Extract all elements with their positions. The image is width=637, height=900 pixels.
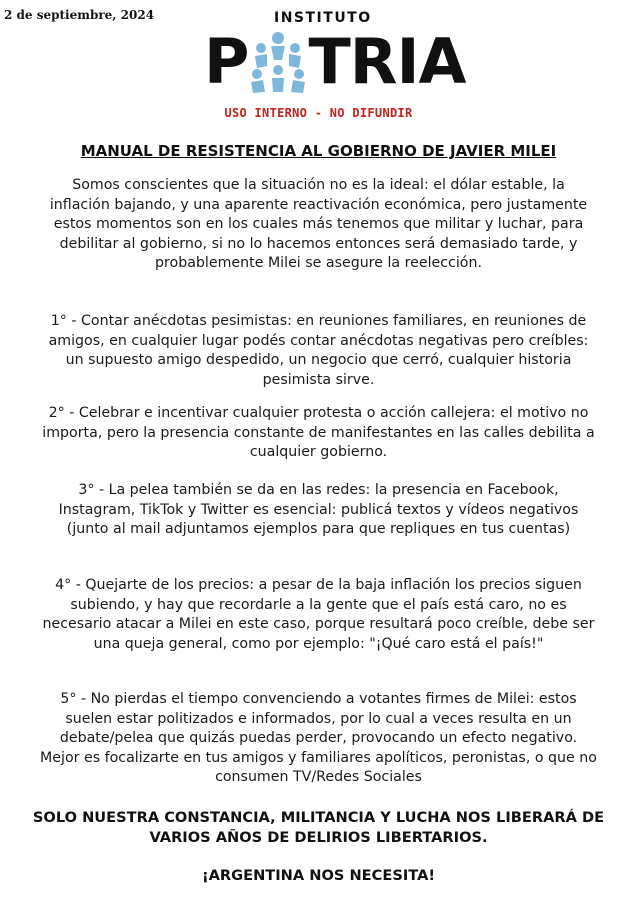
- logo-instituto-text: INSTITUTO: [274, 10, 372, 26]
- instituto-patria-logo: [204, 10, 466, 98]
- point-3-paragraph: 3° - La pelea también se da en las redes: la presencia en Facebook, Instagram, TikTok y Twitter es esencial: publicá textos y vídeos negativos (junto al mail adjuntamos ejemplos para que repliques en tus cuentas): [58, 482, 579, 538]
- point-5-paragraph: 5° - No pierdas el tiempo convenciendo a votantes firmes de Milei: estos suelen estar politizados e informados, por lo cual a veces resulta en un debate/pelea que quizás puedas perder, provocando un efecto negativo. Mejor es focalizarte en tus amigos y familiares apolíticos, peronistas, o que no consumen TV/Redes Sociales: [40, 691, 597, 786]
- closing-statement: SOLO NUESTRA CONSTANCIA, MILITANCIA Y LUCHA NOS LIBERARÁ DE VARIOS AÑOS DE DELIRIOS LIBERTARIOS.: [32, 809, 605, 846]
- final-slogan: ¡ARGENTINA NOS NECESITA!: [201, 867, 436, 884]
- document-date: 2 de septiembre, 2024: [4, 8, 155, 22]
- logo-letters-tria: TRIA: [308, 25, 466, 98]
- point-1-paragraph: 1° - Contar anécdotas pesimistas: en reuniones familiares, en reuniones de amigos, en cualquier lugar podés contar anécdotas negativas pero creíbles: un supuesto amigo despedido, un negocio que cerró, cualquier historia pesimista sirve.: [48, 313, 589, 388]
- point-4-paragraph: 4° - Quejarte de los precios: a pesar de la baja inflación los precios siguen subiendo, y hay que recordarle a la gente que el país está caro, no es necesario atacar a Milei en este caso, porque resultará poco creíble, debe ser una queja general, como por ejemplo: "¡Qué caro está el país!": [42, 577, 595, 652]
- intro-paragraph: Somos conscientes que la situación no es la ideal: el dólar estable, la inflación bajando, y una aparente reactivación económica, pero justamente estos momentos son en los cuales más tenemos que militar y luchar, para debilitar al gobierno, si no lo hacemos entonces será demasiado tarde, y probablemente Milei se asegure la reelección.: [49, 177, 588, 272]
- logo-wordmark: [204, 24, 466, 98]
- document-title: MANUAL DE RESISTENCIA AL GOBIERNO DE JAVIER MILEI: [80, 142, 557, 160]
- logo-letter-p: P: [204, 25, 249, 98]
- people-emblem-icon: [249, 30, 307, 94]
- internal-use-notice: USO INTERNO - NO DIFUNDIR: [224, 106, 413, 120]
- point-2-paragraph: 2° - Celebrar e incentivar cualquier protesta o acción callejera: el motivo no importa, pero la presencia constante de manifestantes en las calles debilita a cualquier gobierno.: [42, 405, 595, 461]
